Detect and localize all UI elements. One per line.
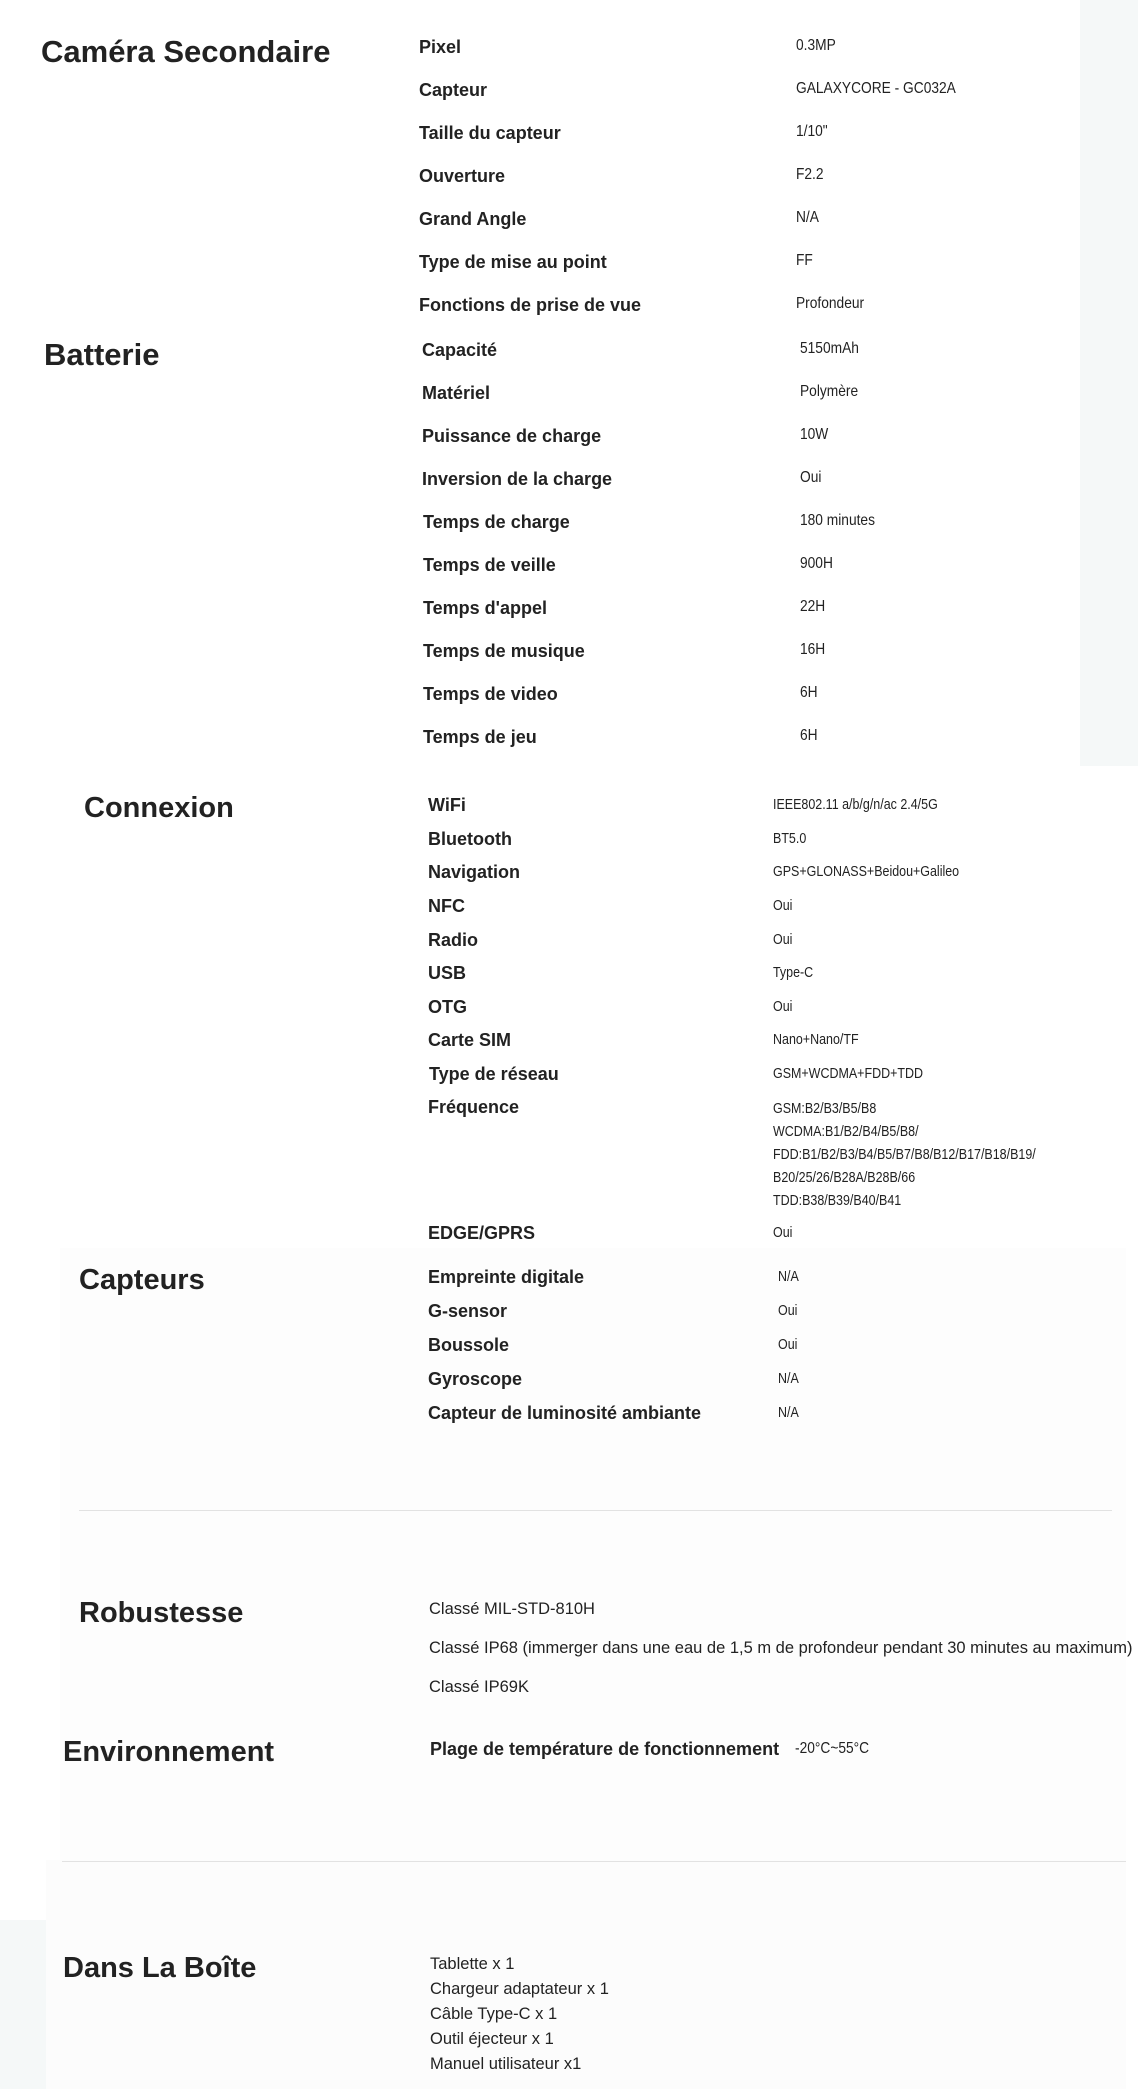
spec-value: -20°C~55°C bbox=[795, 1740, 870, 1757]
feature-line: Classé IP68 (immerger dans une eau de 1,5 m de profondeur pendant 30 minutes au maximum) bbox=[429, 1639, 1133, 1657]
spec-label: Inversion de la charge bbox=[422, 469, 613, 489]
spec-label: Pixel bbox=[419, 37, 462, 57]
spec-value: Oui bbox=[800, 469, 822, 486]
spec-value: Profondeur bbox=[796, 295, 865, 312]
background-panel-middle bbox=[60, 1248, 1126, 1918]
section-title: Batterie bbox=[44, 337, 160, 372]
spec-value: Type-C bbox=[773, 965, 814, 981]
spec-label: Temps de jeu bbox=[423, 727, 537, 747]
spec-value: IEEE802.11 a/b/g/n/ac 2.4/5G bbox=[773, 797, 938, 813]
spec-value: Nano+Nano/TF bbox=[773, 1032, 859, 1048]
spec-label: G-sensor bbox=[428, 1301, 508, 1321]
spec-value: GALAXYCORE - GC032A bbox=[796, 80, 956, 97]
section-divider bbox=[62, 1861, 1126, 1862]
spec-label: Radio bbox=[428, 930, 479, 950]
spec-label: Temps d'appel bbox=[423, 598, 547, 618]
spec-label: NFC bbox=[428, 896, 465, 916]
spec-value: BT5.0 bbox=[773, 831, 807, 847]
spec-label: OTG bbox=[428, 997, 467, 1017]
spec-label: Boussole bbox=[428, 1335, 510, 1355]
box-item: Câble Type-C x 1 bbox=[430, 2005, 558, 2023]
box-item: Manuel utilisateur x1 bbox=[430, 2055, 582, 2073]
box-item: Outil éjecteur x 1 bbox=[430, 2030, 554, 2048]
spec-value: F2.2 bbox=[796, 166, 824, 183]
section-title: Environnement bbox=[63, 1736, 275, 1768]
box-item: Chargeur adaptateur x 1 bbox=[430, 1980, 609, 1998]
section-title: Connexion bbox=[84, 792, 234, 824]
spec-label: Bluetooth bbox=[428, 829, 512, 849]
spec-label: Temps de video bbox=[423, 684, 558, 704]
spec-label: Temps de musique bbox=[423, 641, 585, 661]
spec-value: N/A bbox=[778, 1405, 799, 1421]
spec-value: 22H bbox=[800, 598, 826, 615]
spec-value: GPS+GLONASS+Beidou+Galileo bbox=[773, 864, 960, 880]
spec-label: Type de mise au point bbox=[419, 252, 607, 272]
section-title: Caméra Secondaire bbox=[41, 34, 331, 69]
spec-label: Capacité bbox=[422, 340, 498, 360]
spec-label: Capteur bbox=[419, 80, 488, 100]
spec-value: N/A bbox=[778, 1269, 799, 1285]
spec-label: Empreinte digitale bbox=[428, 1267, 585, 1287]
spec-value: 6H bbox=[800, 727, 818, 744]
spec-label: Navigation bbox=[428, 862, 521, 882]
spec-label: Gyroscope bbox=[428, 1369, 523, 1389]
spec-label: Carte SIM bbox=[428, 1030, 512, 1050]
feature-line: Classé MIL-STD-810H bbox=[429, 1600, 595, 1618]
spec-label: Temps de charge bbox=[423, 512, 570, 532]
section-title: Dans La Boîte bbox=[63, 1952, 257, 1984]
spec-label: Puissance de charge bbox=[422, 426, 602, 446]
spec-value: N/A bbox=[778, 1371, 799, 1387]
section-title: Robustesse bbox=[79, 1597, 244, 1629]
spec-value: GSM:B2/B3/B5/B8 WCDMA:B1/B2/B4/B5/B8/ FDD:B1/B2/B3/B4/B5/B7/B8/B12/B17/B18/B19/ B20/25/26/B28A/B28B/66 TDD:B38/B39/B40/B41 bbox=[773, 1101, 1036, 1209]
spec-label: Plage de température de fonctionnement bbox=[430, 1739, 780, 1759]
spec-value: 16H bbox=[800, 641, 826, 658]
spec-label: WiFi bbox=[428, 795, 466, 815]
spec-value: Polymère bbox=[800, 383, 859, 400]
spec-value: Oui bbox=[778, 1303, 798, 1319]
spec-value: 10W bbox=[800, 426, 829, 443]
background-edge-bottom bbox=[0, 1920, 46, 2089]
feature-line: Classé IP69K bbox=[429, 1678, 529, 1696]
spec-value: 0.3MP bbox=[796, 37, 836, 54]
section-title: Capteurs bbox=[79, 1264, 205, 1296]
spec-label: Grand Angle bbox=[419, 209, 527, 229]
spec-value: Oui bbox=[773, 898, 793, 914]
spec-label: Matériel bbox=[422, 383, 491, 403]
spec-value: Oui bbox=[773, 932, 793, 948]
spec-value: Oui bbox=[773, 999, 793, 1015]
spec-value: Oui bbox=[773, 1225, 793, 1241]
spec-value: GSM+WCDMA+FDD+TDD bbox=[773, 1066, 924, 1082]
spec-label: Type de réseau bbox=[429, 1064, 559, 1084]
spec-label: Capteur de luminosité ambiante bbox=[428, 1403, 702, 1423]
spec-label: Fonctions de prise de vue bbox=[419, 295, 642, 315]
spec-label: Taille du capteur bbox=[419, 123, 561, 143]
spec-value: FF bbox=[796, 252, 813, 269]
box-item: Tablette x 1 bbox=[430, 1955, 515, 1973]
spec-label: USB bbox=[428, 963, 467, 983]
section-divider bbox=[79, 1510, 1112, 1511]
spec-value: 1/10" bbox=[796, 123, 828, 140]
spec-value: N/A bbox=[796, 209, 819, 226]
spec-label: Ouverture bbox=[419, 166, 506, 186]
spec-label: Temps de veille bbox=[423, 555, 556, 575]
spec-value: 6H bbox=[800, 684, 818, 701]
spec-value: 180 minutes bbox=[800, 512, 875, 529]
background-edge-top bbox=[1080, 0, 1138, 766]
spec-label: Fréquence bbox=[428, 1097, 520, 1117]
spec-value: 900H bbox=[800, 555, 833, 572]
spec-value: 5150mAh bbox=[800, 340, 859, 357]
spec-value: Oui bbox=[778, 1337, 798, 1353]
spec-label: EDGE/GPRS bbox=[428, 1223, 536, 1243]
